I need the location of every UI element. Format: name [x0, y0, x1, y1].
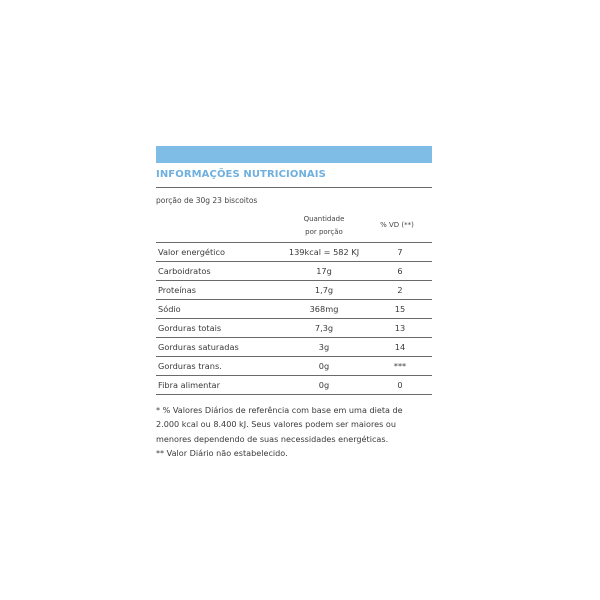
nutrient-vd: 14: [394, 342, 406, 352]
footnote-line: ** Valor Diário não estabelecido.: [156, 447, 288, 458]
nutrition-facts-panel: [156, 146, 432, 460]
footnotes: [156, 403, 432, 460]
table-row: [156, 242, 432, 261]
nutrient-quantity: 368mg: [309, 304, 339, 314]
nutrient-vd: 13: [394, 323, 406, 333]
nutrition-title: INFORMAÇÕES NUTRICIONAIS: [156, 169, 326, 180]
nutrient-quantity: 3g: [318, 342, 330, 352]
nutrient-name: Gorduras trans.: [158, 361, 222, 371]
nutrient-name: Carboidratos: [158, 266, 211, 276]
header-color-bar: [156, 146, 432, 163]
table-row: [156, 280, 432, 299]
nutrient-quantity: 0g: [318, 380, 330, 390]
portion-size: porção de 30g 23 biscoitos: [156, 196, 258, 205]
nutrient-vd: 15: [394, 304, 406, 314]
nutrient-name: Fibra alimentar: [158, 380, 220, 390]
nutrient-name: Sódio: [158, 304, 181, 314]
table-header: [156, 210, 432, 242]
nutrient-vd: ***: [393, 361, 407, 371]
table-row: [156, 299, 432, 318]
table-row: [156, 375, 432, 395]
footnote-line: * % Valores Diários de referência com base em uma dieta de: [156, 405, 403, 415]
vd-column-header: % VD (**): [380, 221, 414, 229]
nutrient-name: Valor energético: [158, 247, 225, 257]
nutrient-quantity: 1,7g: [314, 285, 334, 295]
table-row: [156, 337, 432, 356]
nutrient-vd: 6: [397, 266, 403, 276]
table-row: [156, 318, 432, 337]
nutrient-name: Gorduras totais: [158, 323, 222, 333]
footnote-line: menores dependendo de suas necessidades energéticas.: [156, 433, 389, 444]
nutrient-quantity: 7,3g: [314, 323, 334, 333]
nutrient-name: Gorduras saturadas: [158, 342, 239, 352]
title-divider: [156, 187, 432, 188]
quantity-header-line2: por porção: [305, 228, 343, 236]
table-row: [156, 356, 432, 375]
nutrient-vd: 2: [397, 285, 403, 295]
footnote-line: 2.000 kcal ou 8.400 kJ. Seus valores podem ser maiores ou: [156, 419, 396, 430]
nutrient-quantity: 17g: [316, 266, 332, 276]
nutrient-vd: 0: [397, 380, 403, 390]
table-row: [156, 261, 432, 280]
nutrient-quantity: 0g: [318, 361, 330, 371]
quantity-column-header: [286, 213, 362, 239]
nutrient-name: Proteínas: [158, 285, 196, 295]
nutrient-vd: 7: [397, 247, 403, 257]
quantity-header-line1: Quantidade: [303, 215, 345, 223]
nutrient-quantity: 139kcal = 582 KJ: [288, 247, 360, 257]
